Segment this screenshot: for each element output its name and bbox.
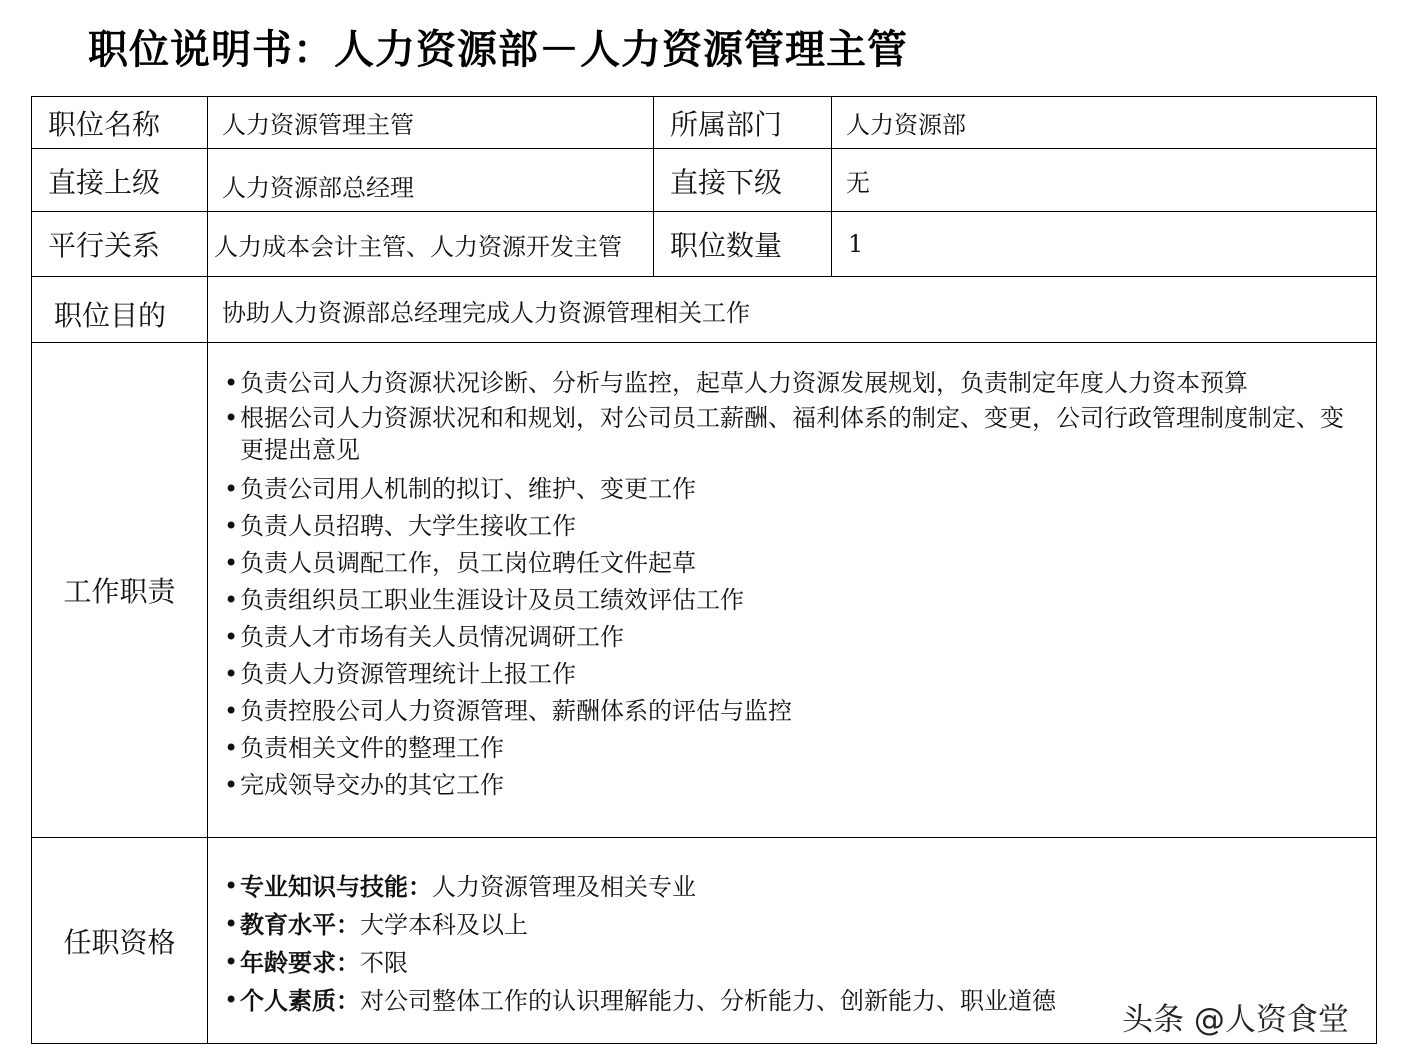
value-count: 1 — [831, 211, 1377, 277]
value-subordinate: 无 — [831, 148, 1377, 212]
list-item: • 专业知识与技能：人力资源管理及相关专业 — [224, 868, 1056, 906]
label-purpose: 职位目的 — [31, 276, 208, 343]
list-item: • 负责相关文件的整理工作 — [224, 730, 1364, 767]
value-department: 人力资源部 — [831, 96, 1377, 149]
list-item: • 负责组织员工职业生涯设计及员工绩效评估工作 — [224, 582, 1364, 619]
label-subordinate: 直接下级 — [653, 148, 832, 212]
list-item: • 个人素质：对公司整体工作的认识理解能力、分析能力、创新能力、职业道德 — [224, 982, 1056, 1020]
list-item: • 年龄要求：不限 — [224, 944, 1056, 982]
list-item: • 负责公司用人机制的拟订、维护、变更工作 — [224, 471, 1364, 508]
label-count: 职位数量 — [653, 211, 832, 277]
label-qualifications: 任职资格 — [31, 837, 208, 1044]
label-parallel: 平行关系 — [31, 211, 208, 277]
label-position-name: 职位名称 — [31, 96, 208, 149]
list-item: • 负责人才市场有关人员情况调研工作 — [224, 619, 1364, 656]
watermark: 头条 @人资食堂 — [1122, 1002, 1349, 1038]
value-purpose: 协助人力资源部总经理完成人力资源管理相关工作 — [207, 276, 1377, 343]
value-parallel: 人力成本会计主管、人力资源开发主管 — [207, 211, 654, 277]
value-superior: 人力资源部总经理 — [207, 148, 654, 212]
label-duties: 工作职责 — [31, 342, 208, 838]
list-item: • 完成领导交办的其它工作 — [224, 767, 1364, 804]
list-item: • 教育水平：大学本科及以上 — [224, 906, 1056, 944]
label-department: 所属部门 — [653, 96, 832, 149]
value-position-name: 人力资源管理主管 — [207, 96, 654, 149]
duties-list — [208, 365, 1364, 804]
duties-list-cell — [207, 342, 1377, 838]
list-item: • 负责公司人力资源状况诊断、分析与监控，起草人力资源发展规划，负责制定年度人力资本预算 — [224, 365, 1364, 402]
list-item: • 根据公司人力资源状况和和规划，对公司员工薪酬、福利体系的制定、变更，公司行政管理制度制定、变更提出意见 — [224, 402, 1364, 471]
list-item: • 负责人员调配工作，员工岗位聘任文件起草 — [224, 545, 1364, 582]
label-superior: 直接上级 — [31, 148, 208, 212]
list-item: • 负责控股公司人力资源管理、薪酬体系的评估与监控 — [224, 693, 1364, 730]
list-item: • 负责人力资源管理统计上报工作 — [224, 656, 1364, 693]
qualifications-list — [208, 868, 1056, 1020]
list-item: • 负责人员招聘、大学生接收工作 — [224, 508, 1364, 545]
page-title: 职位说明书：人力资源部－人力资源管理主管 — [88, 27, 908, 73]
